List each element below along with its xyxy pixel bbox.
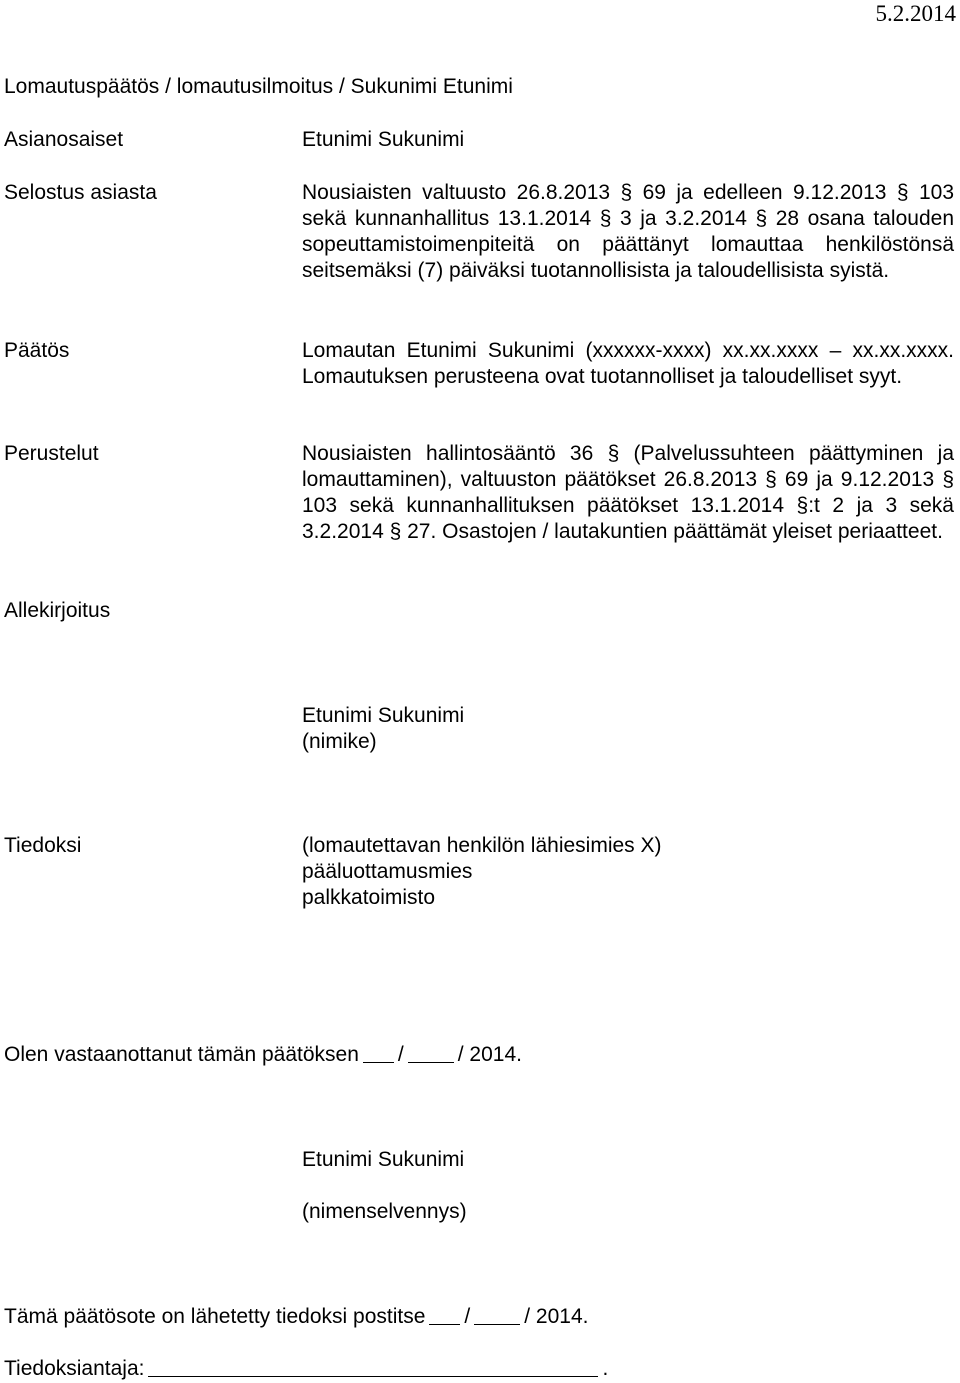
mail-year: / 2014. xyxy=(524,1305,589,1328)
receipt-day-blank[interactable] xyxy=(363,1042,394,1063)
allekirjoitus-label: Allekirjoitus xyxy=(4,599,111,622)
paatos-label: Päätös xyxy=(4,339,70,362)
mail-day-blank[interactable] xyxy=(429,1304,460,1325)
asianosaiset-value xyxy=(302,127,464,153)
tiedoksi-label: Tiedoksi xyxy=(4,834,82,857)
receipt-signer-name: Etunimi Sukunimi xyxy=(302,1148,465,1171)
receipt-text: Olen vastaanottanut tämän päätöksen xyxy=(4,1043,359,1066)
paatos-text: Lomautan Etunimi Sukunimi (xxxxxx-xxxx) xx.xx.xxxx – xx.xx.xxxx. Lomautuksen perusteena ovat tuotannolliset ja taloudelliset syyt. xyxy=(302,339,954,388)
receipt-signature-block xyxy=(302,1147,467,1225)
recipient-item: palkkatoimisto xyxy=(302,886,436,909)
mail-separator: / xyxy=(464,1305,471,1328)
recipient-item: (lomautettavan henkilön lähiesimies X) xyxy=(302,834,662,857)
signature-block xyxy=(302,703,464,755)
signer-name: Etunimi Sukunimi xyxy=(302,704,465,727)
tiedoksiantaja-label: Tiedoksiantaja: xyxy=(4,1357,145,1380)
receipt-month-blank[interactable] xyxy=(408,1042,454,1063)
recipient-item: pääluottamusmies xyxy=(302,860,473,883)
mail-month-blank[interactable] xyxy=(474,1304,520,1325)
asianosaiset-name: Etunimi Sukunimi xyxy=(302,128,465,151)
perustelut-label: Perustelut xyxy=(4,442,99,465)
tiedoksiantaja-line xyxy=(4,1356,608,1382)
mail-note-text: Tämä päätösote on lähetetty tiedoksi postitse xyxy=(4,1305,426,1328)
mail-note-line xyxy=(4,1304,589,1330)
tiedoksiantaja-end: . xyxy=(602,1357,609,1380)
tiedoksiantaja-blank[interactable] xyxy=(148,1356,598,1377)
selostus-text: Nousiaisten valtuusto 26.8.2013 § 69 ja edelleen 9.12.2013 § 103 sekä kunnanhallitus 13.1.2014 § 3 ja 3.2.2014 § 28 osana talouden sopeuttamistoimenpiteitä on päättänyt lomauttaa henkilöstönsä seitsemäksi (7) päiväksi tuotannollisista ja taloudellisista syistä. xyxy=(302,181,954,282)
receipt-line xyxy=(4,1042,522,1068)
receipt-name-clarification: (nimenselvennys) xyxy=(302,1200,467,1223)
document-date: 5.2.2014 xyxy=(875,1,956,26)
receipt-separator: / xyxy=(397,1043,404,1066)
receipt-year: / 2014. xyxy=(457,1043,522,1066)
selostus-label: Selostus asiasta xyxy=(4,181,157,204)
signer-title: (nimike) xyxy=(302,730,377,753)
document-title: Lomautuspäätös / lomautusilmoitus / Sukunimi Etunimi xyxy=(4,75,513,98)
tiedoksi-list xyxy=(302,833,662,911)
perustelut-text: Nousiaisten hallintosääntö 36 § (Palvelussuhteen päättyminen ja lomauttaminen), valtuuston päätökset 26.8.2013 § 69 ja 9.12.2013 § 103 sekä kunnanhallituksen päätökset 13.1.2014 §:t 2 ja 3 sekä 3.2.2014 § 27. Osastojen / lautakuntien päättämät yleiset periaatteet. xyxy=(302,442,954,543)
asianosaiset-label: Asianosaiset xyxy=(4,128,124,151)
